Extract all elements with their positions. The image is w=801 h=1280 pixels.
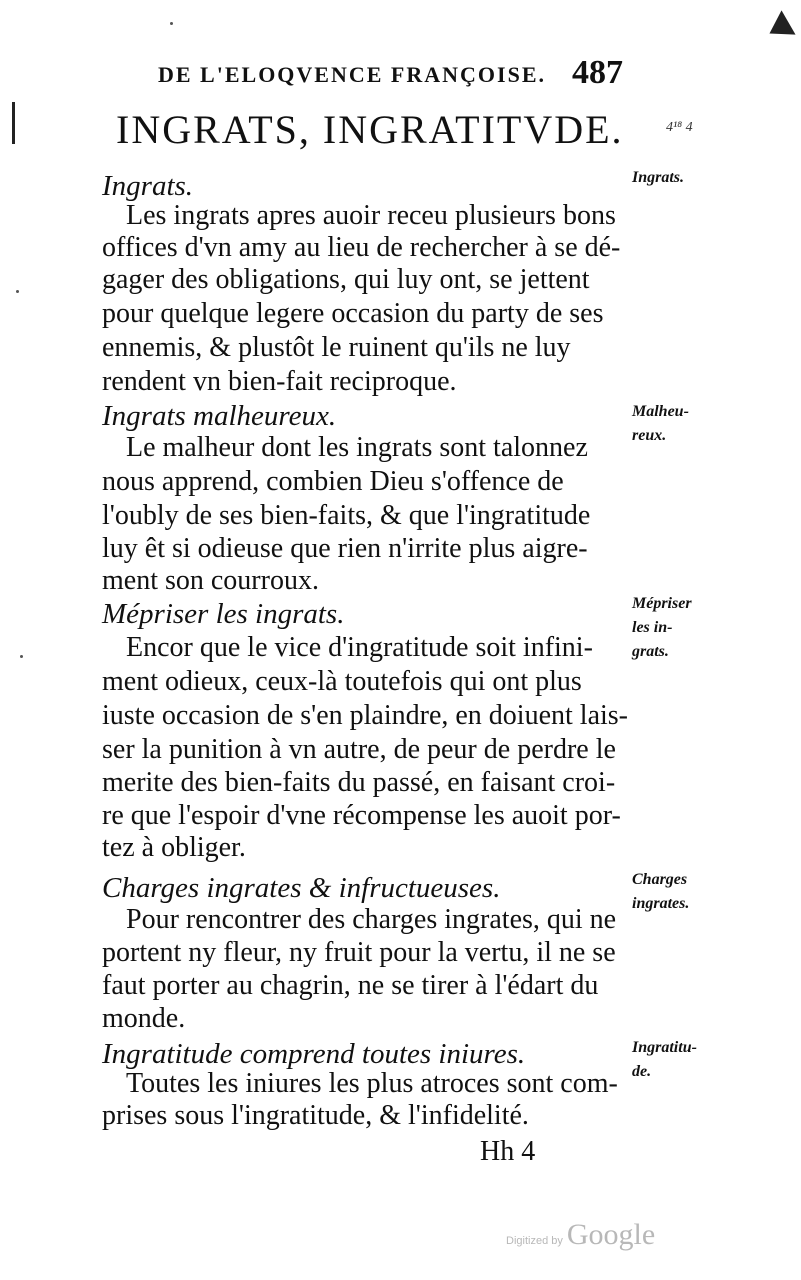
edge-speck	[16, 290, 19, 293]
entry-heading: Charges ingrates & infructueuses.	[102, 872, 501, 904]
google-logo: Google	[566, 1218, 656, 1251]
text-line: ser la punition à vn autre, de peur de perdre le	[102, 734, 616, 765]
margin-note: Charges ingrates.	[632, 871, 690, 912]
text-line: rendent vn bien-fait reciproque.	[102, 366, 457, 397]
text-line: faut porter au chagrin, ne se tirer à l'édart du	[102, 970, 599, 1001]
signature-mark: Hh 4	[480, 1136, 536, 1167]
text-line: offices d'vn amy au lieu de rechercher à se dé-	[102, 232, 621, 263]
text-line: portent ny fleur, ny fruit pour la vertu, il ne se	[102, 937, 616, 968]
entry-heading: Ingrats malheureux.	[102, 400, 337, 432]
margin-note: Ingratitu- de.	[632, 1039, 697, 1080]
text-line: re que l'espoir d'vne récompense les auoit por-	[102, 800, 621, 831]
text-line: Pour rencontrer des charges ingrates, qui ne	[126, 904, 617, 935]
text-line: Les ingrats apres auoir receu plusieurs bons	[126, 200, 616, 231]
digitized-watermark	[506, 1218, 655, 1252]
entry-heading: Ingrats.	[102, 170, 194, 202]
margin-bar	[12, 102, 15, 144]
watermark-prefix: Digitized by	[506, 1235, 563, 1247]
text-line: ennemis, & plustôt le ruinent qu'ils ne luy	[102, 332, 571, 363]
text-line: nous apprend, combien Dieu s'offence de	[102, 466, 564, 497]
running-head: DE L'ELOQVENCE FRANÇOISE.	[158, 62, 547, 87]
entry-heading: Mépriser les ingrats.	[102, 598, 345, 630]
entry-heading: Ingratitude comprend toutes iniures.	[102, 1038, 526, 1070]
text-line: gager des obligations, qui luy ont, se jettent	[102, 264, 590, 295]
text-line: prises sous l'ingratitude, & l'infidelité.	[102, 1100, 529, 1131]
edge-speck	[170, 22, 173, 25]
text-line: Toutes les iniures les plus atroces sont com-	[126, 1068, 618, 1099]
text-line: luy êt si odieuse que rien n'irrite plus aigre-	[102, 533, 588, 564]
text-line: tez à obliger.	[102, 832, 246, 863]
text-line: Le malheur dont les ingrats sont talonnez	[126, 432, 588, 463]
margin-note: Ingrats.	[632, 169, 685, 186]
text-line: l'oubly de ses bien-faits, & que l'ingratitude	[102, 500, 591, 531]
text-line: ment son courroux.	[102, 565, 319, 596]
margin-note: Malheu- reux.	[632, 403, 689, 444]
text-line: monde.	[102, 1003, 186, 1034]
text-line: pour quelque legere occasion du party de ses	[102, 298, 604, 329]
text-line: Encor que le vice d'ingratitude soit infini-	[126, 632, 593, 663]
text-line: merite des bien-faits du passé, en faisant croi-	[102, 767, 616, 798]
page-corner-fold	[762, 10, 795, 45]
edge-speck	[20, 655, 23, 658]
margin-note: Mépriser les in- grats.	[632, 595, 692, 660]
text-line: ment odieux, ceux-là toutefois qui ont plus	[102, 666, 582, 697]
page-title: INGRATS, INGRATITVDE.	[116, 107, 624, 152]
text-line: iuste occasion de s'en plaindre, en doiuent lais-	[102, 700, 628, 731]
page-number: 487	[572, 54, 623, 91]
handwritten-mark: 4¹⁸ 4	[666, 120, 693, 135]
